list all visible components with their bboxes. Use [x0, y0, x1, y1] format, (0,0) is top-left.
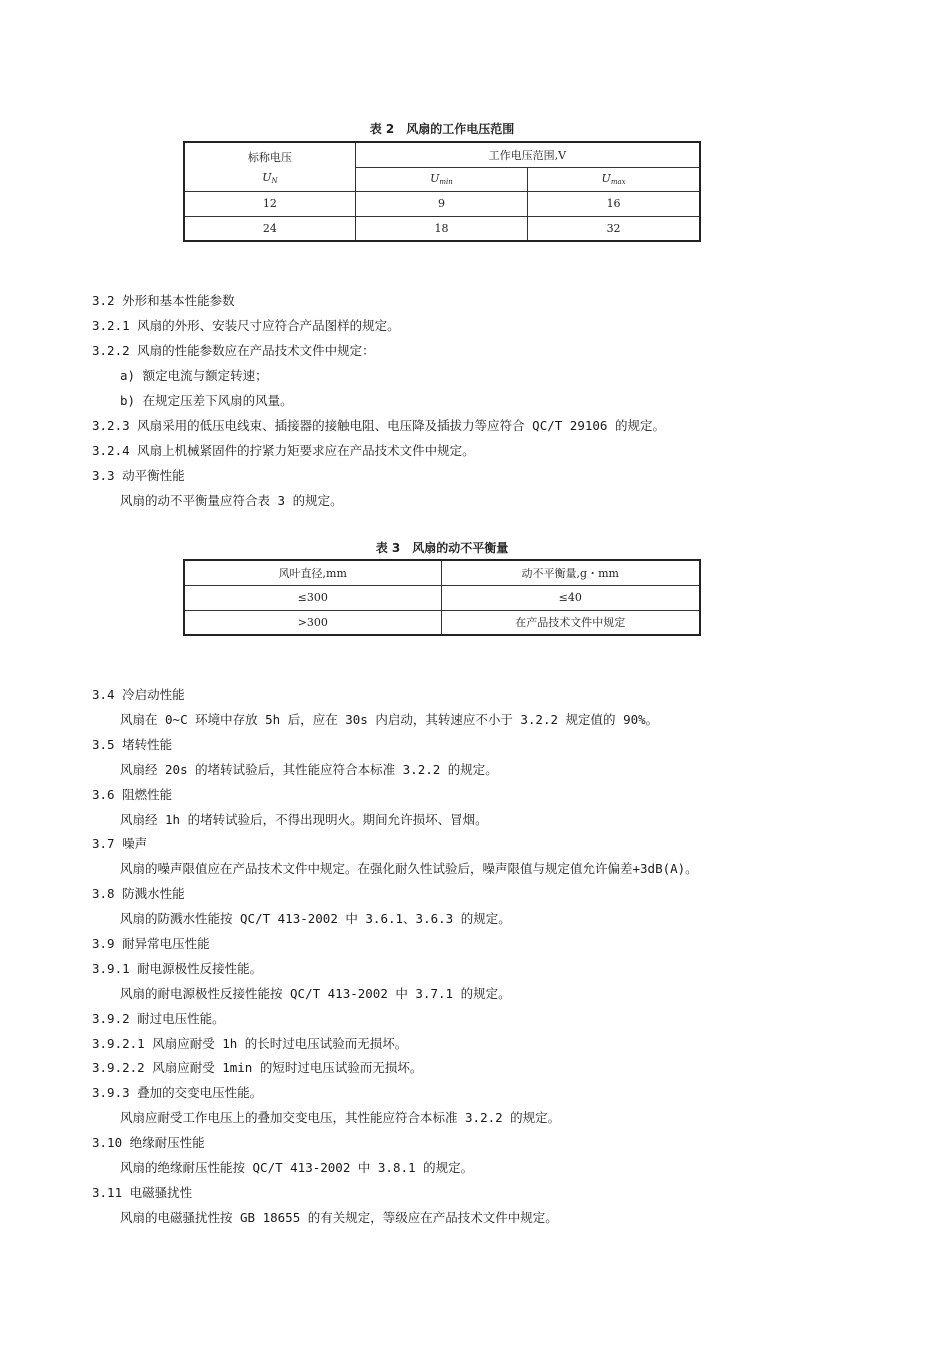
body-text: 风扇的电磁骚扰性按 GB 18655 的有关规定，等级应在产品技术文件中规定。	[120, 1210, 558, 1225]
section-heading: 3.10 绝缘耐压性能	[92, 1135, 205, 1150]
table2-header-nominal-symbol: $U_N$	[262, 170, 278, 185]
section-heading: 3.8 防溅水性能	[92, 886, 185, 901]
list-item: a) 额定电流与额定转速；	[120, 368, 268, 383]
list-item: b) 在规定压差下风扇的风量。	[120, 393, 293, 408]
section-heading: 3.6 阻燃性能	[92, 787, 173, 802]
body-text: 风扇的动不平衡量应符合表 3 的规定。	[120, 493, 343, 508]
section-heading: 3.2 外形和基本性能参数	[92, 293, 235, 308]
table2-header-max: $U_{max}$	[528, 167, 700, 191]
section-heading: 3.7 噪声	[92, 836, 148, 851]
body-text: 风扇在 0~C 环境中存放 5h 后，应在 30s 内启动，其转速应不小于 3.2.2 规定值的 90%。	[120, 712, 659, 727]
table-cell: 12	[184, 191, 355, 216]
clause-text: 3.9.2 耐过电压性能。	[92, 1011, 225, 1026]
table-row	[184, 585, 700, 610]
table2-header-range: 工作电压范围,V	[355, 142, 700, 167]
clause-text: 3.9.3 叠加的交变电压性能。	[92, 1085, 263, 1100]
table-cell: 18	[355, 216, 527, 241]
clause-text: 3.2.1 风扇的外形、安装尺寸应符合产品图样的规定。	[92, 318, 400, 333]
body-text: 风扇的防溅水性能按 QC/T 413-2002 中 3.6.1、3.6.3 的规定。	[120, 911, 511, 926]
table2-header-min: $U_{min}$	[355, 167, 527, 191]
clause-text: 3.2.3 风扇采用的低压电线束、插接器的接触电阻、电压降及插拔力等应符合 QC/T 29106 的规定。	[92, 418, 665, 433]
clause-text: 3.2.2 风扇的性能参数应在产品技术文件中规定：	[92, 343, 375, 358]
table-cell: >300	[184, 610, 441, 635]
table-cell: ≤300	[184, 585, 441, 610]
section-heading: 3.3 动平衡性能	[92, 468, 185, 483]
table3	[183, 559, 701, 636]
body-text: 风扇经 1h 的堵转试验后，不得出现明火。期间允许损坏、冒烟。	[120, 812, 488, 827]
table2-header-nominal	[184, 142, 355, 191]
table-cell: 24	[184, 216, 355, 241]
section-heading: 3.11 电磁骚扰性	[92, 1185, 193, 1200]
body-text: 风扇的耐电源极性反接性能按 QC/T 413-2002 中 3.7.1 的规定。	[120, 986, 511, 1001]
table3-caption: 表 3 风扇的动不平衡量	[375, 541, 509, 555]
clause-text: 3.2.4 风扇上机械紧固件的拧紧力矩要求应在产品技术文件中规定。	[92, 443, 475, 458]
table-cell: 在产品技术文件中规定	[441, 610, 700, 635]
table-row	[184, 191, 700, 216]
table-cell: 32	[528, 216, 700, 241]
clause-text: 3.9.2.2 风扇应耐受 1min 的短时过电压试验而无损坏。	[92, 1060, 423, 1075]
clause-text: 3.9.1 耐电源极性反接性能。	[92, 961, 263, 976]
table2-header-nominal-label: 标称电压	[247, 150, 292, 164]
table-cell: 9	[355, 191, 527, 216]
section-heading: 3.5 堵转性能	[92, 737, 173, 752]
table-row	[184, 610, 700, 635]
table-cell: 16	[528, 191, 700, 216]
table3-header-unbalance: 动不平衡量,g・mm	[441, 560, 700, 585]
body-text: 风扇经 20s 的堵转试验后，其性能应符合本标准 3.2.2 的规定。	[120, 762, 498, 777]
clause-text: 3.9.2.1 风扇应耐受 1h 的长时过电压试验而无损坏。	[92, 1036, 408, 1051]
table-cell: ≤40	[441, 585, 700, 610]
table-row	[184, 216, 700, 241]
table2	[183, 141, 701, 242]
table3-header-diameter: 风叶直径,mm	[184, 560, 441, 585]
section-heading: 3.4 冷启动性能	[92, 687, 185, 702]
section-heading: 3.9 耐异常电压性能	[92, 936, 210, 951]
table2-caption: 表 2 风扇的工作电压范围	[369, 122, 515, 136]
body-text: 风扇的绝缘耐压性能按 QC/T 413-2002 中 3.8.1 的规定。	[120, 1160, 474, 1175]
body-text: 风扇的噪声限值应在产品技术文件中规定。在强化耐久性试验后，噪声限值与规定值允许偏差+3dB(A)。	[120, 861, 698, 876]
body-text: 风扇应耐受工作电压上的叠加交变电压，其性能应符合本标准 3.2.2 的规定。	[120, 1110, 561, 1125]
